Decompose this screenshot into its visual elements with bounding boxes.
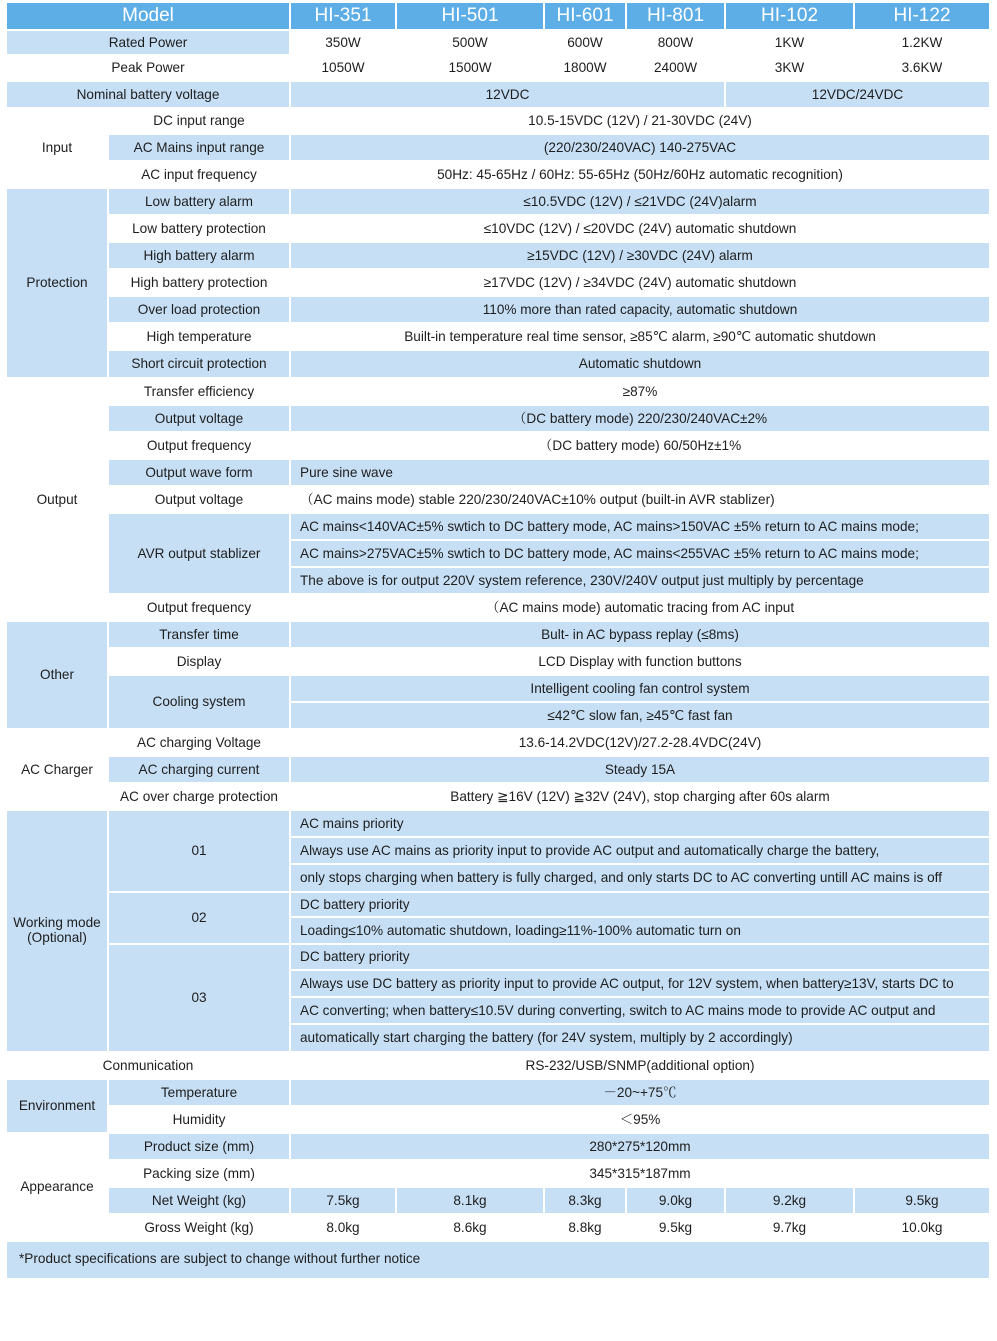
- row-label: Output voltage: [109, 406, 291, 433]
- avr-line: AC mains>275VAC±5% swtich to DC battery mode, AC mains<255VAC ±5% return to AC mains mode;: [291, 541, 989, 568]
- value-cell: 1.2KW: [855, 31, 989, 56]
- value-cell: 110% more than rated capacity, automatic shutdown: [291, 297, 989, 324]
- model-cell: HI-351: [291, 3, 397, 31]
- value-cell: （AC mains mode) automatic tracing from AC input: [291, 595, 989, 622]
- row-label: High battery protection: [109, 270, 291, 297]
- model-cell: HI-501: [397, 3, 545, 31]
- charger-row: [7, 730, 989, 757]
- communication-row: [7, 1053, 989, 1080]
- charger-row: [7, 784, 989, 811]
- value-cell: LCD Display with function buttons: [291, 649, 989, 676]
- avr-row: [7, 514, 989, 541]
- row-label: Low battery protection: [109, 216, 291, 243]
- mode-line: automatically start charging the battery (for 24V system, multiply by 2 accordingly): [291, 1025, 989, 1053]
- row-label: Rated Power: [7, 31, 291, 56]
- value-cell: 1KW: [726, 31, 855, 56]
- model-cell: HI-601: [545, 3, 627, 31]
- mode-id: 01: [109, 811, 291, 893]
- value-cell: 3.6KW: [855, 56, 989, 82]
- value-cell: 10.0kg: [855, 1215, 989, 1242]
- value-cell: Steady 15A: [291, 757, 989, 784]
- value-cell: 9.5kg: [855, 1188, 989, 1215]
- avr-line: AC mains<140VAC±5% swtich to DC battery mode, AC mains>150VAC ±5% return to AC mains mode;: [291, 514, 989, 541]
- mode-line: DC battery priority: [291, 893, 989, 918]
- model-cell: HI-122: [855, 3, 989, 31]
- value-cell: －20~+75℃: [291, 1080, 989, 1107]
- group-ac-charger: AC Charger: [7, 730, 109, 811]
- spec-sheet: [7, 3, 989, 1278]
- value-cell: ≥15VDC (12V) / ≥30VDC (24V) alarm: [291, 243, 989, 270]
- value-cell: 8.0kg: [291, 1215, 397, 1242]
- value-cell: RS-232/USB/SNMP(additional option): [291, 1053, 989, 1080]
- value-cell: 8.1kg: [397, 1188, 545, 1215]
- value-cell: (220/230/240VAC) 140-275VAC: [291, 135, 989, 162]
- group-appearance: Appearance: [7, 1134, 109, 1242]
- row-label: AC over charge protection: [109, 784, 291, 811]
- row-label: Short circuit protection: [109, 351, 291, 379]
- row-label: High battery alarm: [109, 243, 291, 270]
- mode-line: only stops charging when battery is fully charged, and only starts DC to AC converting untill AC mains is off: [291, 865, 989, 893]
- value-cell: 3KW: [726, 56, 855, 82]
- mode-line: DC battery priority: [291, 945, 989, 971]
- footnote: *Product specifications are subject to change without further notice: [7, 1242, 989, 1278]
- mode-id: 02: [109, 893, 291, 945]
- row-label: AC input frequency: [109, 162, 291, 189]
- input-row: [7, 109, 989, 135]
- value-cell: 600W: [545, 31, 627, 56]
- output-row: [7, 487, 989, 514]
- value-cell: 350W: [291, 31, 397, 56]
- value-cell: 280*275*120mm: [291, 1134, 989, 1161]
- value-cell: （DC battery mode) 60/50Hz±1%: [291, 433, 989, 460]
- value-cell: 500W: [397, 31, 545, 56]
- row-label: AC Mains input range: [109, 135, 291, 162]
- row-label: Nominal battery voltage: [7, 82, 291, 109]
- value-cell: Battery ≧16V (12V) ≧32V (24V), stop charging after 60s alarm: [291, 784, 989, 811]
- value-cell: 12VDC/24VDC: [726, 82, 989, 109]
- mode-line: Loading≤10% automatic shutdown, loading≥11%-100% automatic turn on: [291, 918, 989, 945]
- group-output: Output: [7, 379, 109, 622]
- protection-row: [7, 324, 989, 351]
- row-label: AVR output stablizer: [109, 514, 291, 595]
- row-label: Peak Power: [7, 56, 291, 82]
- rated-power-row: [7, 31, 989, 56]
- model-header: Model: [7, 3, 291, 31]
- output-row: [7, 460, 989, 487]
- value-cell: 8.3kg: [545, 1188, 627, 1215]
- value-cell: Built-in temperature real time sensor, ≥85℃ alarm, ≥90℃ automatic shutdown: [291, 324, 989, 351]
- row-label: Net Weight (kg): [109, 1188, 291, 1215]
- protection-row: [7, 216, 989, 243]
- mode-row: [7, 893, 989, 918]
- value-cell: 9.0kg: [627, 1188, 726, 1215]
- value-cell: 10.5-15VDC (12V) / 21-30VDC (24V): [291, 109, 989, 135]
- group-environment: Environment: [7, 1080, 109, 1134]
- value-cell: 1050W: [291, 56, 397, 82]
- value-cell: 9.7kg: [726, 1215, 855, 1242]
- appearance-row: [7, 1188, 989, 1215]
- mode-row: [7, 945, 989, 971]
- row-label: AC charging Voltage: [109, 730, 291, 757]
- row-label: Transfer efficiency: [109, 379, 291, 406]
- group-other: Other: [7, 622, 109, 730]
- value-cell: 50Hz: 45-65Hz / 60Hz: 55-65Hz (50Hz/60Hz automatic recognition): [291, 162, 989, 189]
- mode-line: Always use AC mains as priority input to provide AC output and automatically charge the battery,: [291, 838, 989, 865]
- row-label: Low battery alarm: [109, 189, 291, 216]
- footnote-row: [7, 1242, 989, 1278]
- row-label: Output voltage: [109, 487, 291, 514]
- value-cell: 8.6kg: [397, 1215, 545, 1242]
- group-label-line: (Optional): [27, 930, 87, 945]
- value-cell: 1500W: [397, 56, 545, 82]
- protection-row: [7, 297, 989, 324]
- charger-row: [7, 757, 989, 784]
- row-label: Product size (mm): [109, 1134, 291, 1161]
- header-row: [7, 3, 989, 31]
- value-cell: 12VDC: [291, 82, 726, 109]
- output-row: [7, 595, 989, 622]
- value-cell: 345*315*187mm: [291, 1161, 989, 1188]
- value-cell: 1800W: [545, 56, 627, 82]
- value-cell: 13.6-14.2VDC(12V)/27.2-28.4VDC(24V): [291, 730, 989, 757]
- group-working-mode: [7, 811, 109, 1053]
- row-label: Output frequency: [109, 595, 291, 622]
- input-row: [7, 135, 989, 162]
- value-cell: 9.2kg: [726, 1188, 855, 1215]
- other-row: [7, 622, 989, 649]
- protection-row: [7, 270, 989, 297]
- row-label: High temperature: [109, 324, 291, 351]
- protection-row: [7, 243, 989, 270]
- input-row: [7, 162, 989, 189]
- avr-line: The above is for output 220V system reference, 230V/240V output just multiply by percentage: [291, 568, 989, 595]
- value-cell: Bult- in AC bypass replay (≤8ms): [291, 622, 989, 649]
- output-row: [7, 379, 989, 406]
- other-row: [7, 649, 989, 676]
- mode-line: AC mains priority: [291, 811, 989, 838]
- nominal-voltage-row: [7, 82, 989, 109]
- appearance-row: [7, 1134, 989, 1161]
- mode-line: AC converting; when battery≤10.5V during converting, switch to AC mains mode to provide AC output and: [291, 998, 989, 1025]
- row-label: Conmunication: [7, 1053, 291, 1080]
- value-cell: ≤10VDC (12V) / ≤20VDC (24V) automatic shutdown: [291, 216, 989, 243]
- row-label: AC charging current: [109, 757, 291, 784]
- output-row: [7, 406, 989, 433]
- value-cell: 7.5kg: [291, 1188, 397, 1215]
- value-cell: 9.5kg: [627, 1215, 726, 1242]
- row-label: Display: [109, 649, 291, 676]
- value-cell: ≥17VDC (12V) / ≥34VDC (24V) automatic shutdown: [291, 270, 989, 297]
- mode-id: 03: [109, 945, 291, 1053]
- appearance-row: [7, 1215, 989, 1242]
- protection-row: [7, 351, 989, 379]
- value-cell: （DC battery mode) 220/230/240VAC±2%: [291, 406, 989, 433]
- peak-power-row: [7, 56, 989, 82]
- row-label: Packing size (mm): [109, 1161, 291, 1188]
- row-label: Gross Weight (kg): [109, 1215, 291, 1242]
- model-cell: HI-801: [627, 3, 726, 31]
- value-cell: ≤42℃ slow fan, ≥45℃ fast fan: [291, 703, 989, 730]
- row-label: Humidity: [109, 1107, 291, 1134]
- group-label-line: Working mode: [13, 915, 101, 931]
- value-cell: 800W: [627, 31, 726, 56]
- value-cell: 8.8kg: [545, 1215, 627, 1242]
- environment-row: [7, 1107, 989, 1134]
- value-cell: Intelligent cooling fan control system: [291, 676, 989, 703]
- row-label: Over load protection: [109, 297, 291, 324]
- value-cell: （AC mains mode) stable 220/230/240VAC±10% output (built-in AVR stablizer): [291, 487, 989, 514]
- row-label: DC input range: [109, 109, 291, 135]
- value-cell: ＜95%: [291, 1107, 989, 1134]
- appearance-row: [7, 1161, 989, 1188]
- group-input: Input: [7, 109, 109, 189]
- value-cell: 2400W: [627, 56, 726, 82]
- group-protection: Protection: [7, 189, 109, 379]
- mode-line: Always use DC battery as priority input to provide AC output, for 12V system, when battery≥13V, starts DC to: [291, 971, 989, 998]
- row-label: Output frequency: [109, 433, 291, 460]
- mode-row: [7, 811, 989, 838]
- row-label: Output wave form: [109, 460, 291, 487]
- value-cell: Automatic shutdown: [291, 351, 989, 379]
- row-label: Temperature: [109, 1080, 291, 1107]
- row-label: Cooling system: [109, 676, 291, 730]
- output-row: [7, 433, 989, 460]
- protection-row: [7, 189, 989, 216]
- value-cell: ≤10.5VDC (12V) / ≤21VDC (24V)alarm: [291, 189, 989, 216]
- value-cell: ≥87%: [291, 379, 989, 406]
- model-cell: HI-102: [726, 3, 855, 31]
- environment-row: [7, 1080, 989, 1107]
- other-row: [7, 676, 989, 703]
- value-cell: Pure sine wave: [291, 460, 989, 487]
- spec-table: [7, 3, 989, 1278]
- row-label: Transfer time: [109, 622, 291, 649]
